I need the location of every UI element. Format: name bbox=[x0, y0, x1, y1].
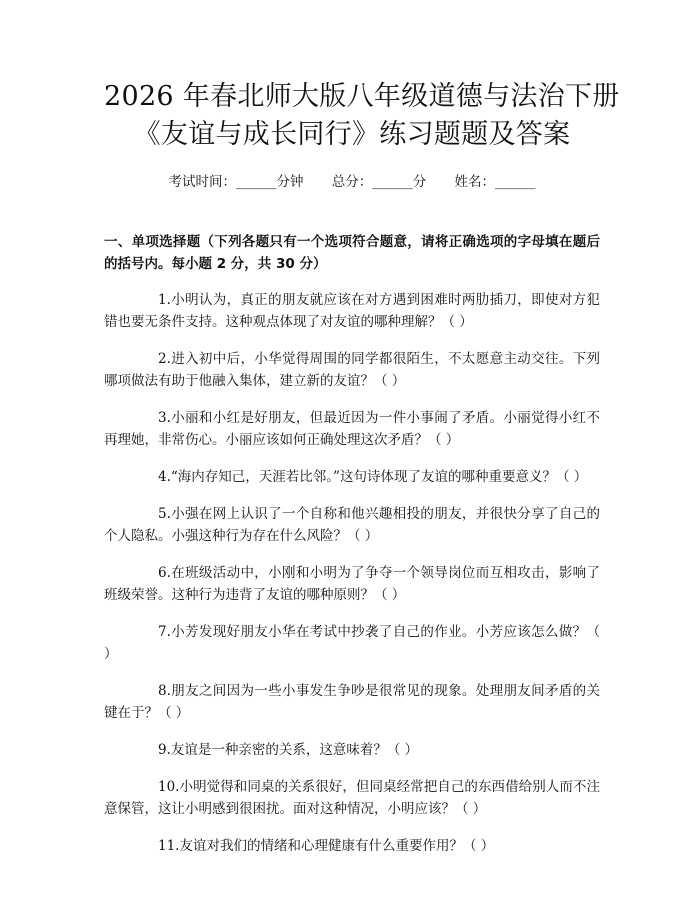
question-item bbox=[104, 621, 600, 665]
question-text: 友谊对我们的情绪和心理健康有什么重要作用？（ ） bbox=[179, 838, 495, 854]
question-number: 3. bbox=[158, 410, 171, 426]
total-score-field: 总分：______分 bbox=[331, 174, 427, 190]
question-text: 小丽和小红是好朋友，但最近因为一件小事闹了矛盾。小丽觉得小红不再理她，非常伤心。小丽应该如何正确处理这次矛盾？（ ） bbox=[104, 410, 600, 448]
question-text: 小强在网上认识了一个自称和他兴趣相投的朋友，并很快分享了自己的个人隐私。小强这种行为存在什么风险？（ ） bbox=[104, 506, 600, 544]
exam-info bbox=[104, 172, 600, 192]
question-text: 友谊是一种亲密的关系，这意味着？（ ） bbox=[170, 742, 419, 758]
exam-time-field: 考试时间：______分钟 bbox=[168, 174, 304, 190]
document-title bbox=[104, 0, 620, 154]
question-number: 4. bbox=[158, 469, 171, 485]
question-item bbox=[104, 466, 600, 488]
question-item bbox=[104, 680, 600, 724]
question-number: 9. bbox=[158, 742, 171, 758]
question-text: 小明认为，真正的朋友就应该在对方遇到困难时两肋插刀，即使对方犯错也要无条件支持。这种观点体现了对友谊的哪种理解？（ ） bbox=[104, 292, 600, 330]
question-item bbox=[104, 503, 600, 547]
title-line-2: 《友谊与成长同行》练习题题及答案 bbox=[133, 119, 571, 150]
question-text: 小明觉得和同桌的关系很好，但同桌经常把自己的东西借给别人而不注意保管，这让小明感到很困扰。面对这种情况，小明应该？（ ） bbox=[104, 779, 600, 817]
question-number: 6. bbox=[158, 565, 171, 581]
question-number: 7. bbox=[158, 624, 171, 640]
question-number: 11. bbox=[158, 838, 180, 854]
question-list bbox=[104, 289, 600, 857]
question-item bbox=[104, 407, 600, 451]
question-item bbox=[104, 289, 600, 333]
question-item bbox=[104, 776, 600, 820]
question-item bbox=[104, 562, 600, 606]
question-text: 进入初中后，小华觉得周围的同学都很陌生，不太愿意主动交往。下列哪项做法有助于他融入集体，建立新的友谊？（ ） bbox=[104, 351, 600, 389]
question-number: 8. bbox=[158, 683, 171, 699]
question-number: 2. bbox=[158, 351, 171, 367]
question-text: 小芳发现好朋友小华在考试中抄袭了自己的作业。小芳应该怎么做？（ ） bbox=[104, 624, 600, 662]
student-name-field: 姓名：______ bbox=[454, 174, 536, 190]
question-number: 5. bbox=[158, 506, 171, 522]
question-number: 10. bbox=[158, 779, 180, 795]
question-item bbox=[104, 835, 600, 857]
question-text: “海内存知己，天涯若比邻。”这句诗体现了友谊的哪种重要意义？（ ） bbox=[170, 469, 588, 485]
question-text: 朋友之间因为一些小事发生争吵是很常见的现象。处理朋友间矛盾的关键在于？（ ） bbox=[104, 683, 600, 721]
section-heading: 一、单项选择题（下列各题只有一个选项符合题意，请将正确选项的字母填在题后的括号内。每小题 2 分，共 30 分） bbox=[104, 234, 600, 272]
title-line-1: 2026 年春北师大版八年级道德与法治下册 bbox=[104, 81, 620, 112]
question-text: 在班级活动中，小刚和小明为了争夺一个领导岗位而互相攻击，影响了班级荣誉。这种行为违背了友谊的哪种原则？（ ） bbox=[104, 565, 600, 603]
question-item bbox=[104, 739, 600, 761]
question-number: 1. bbox=[158, 292, 171, 308]
question-item bbox=[104, 348, 600, 392]
